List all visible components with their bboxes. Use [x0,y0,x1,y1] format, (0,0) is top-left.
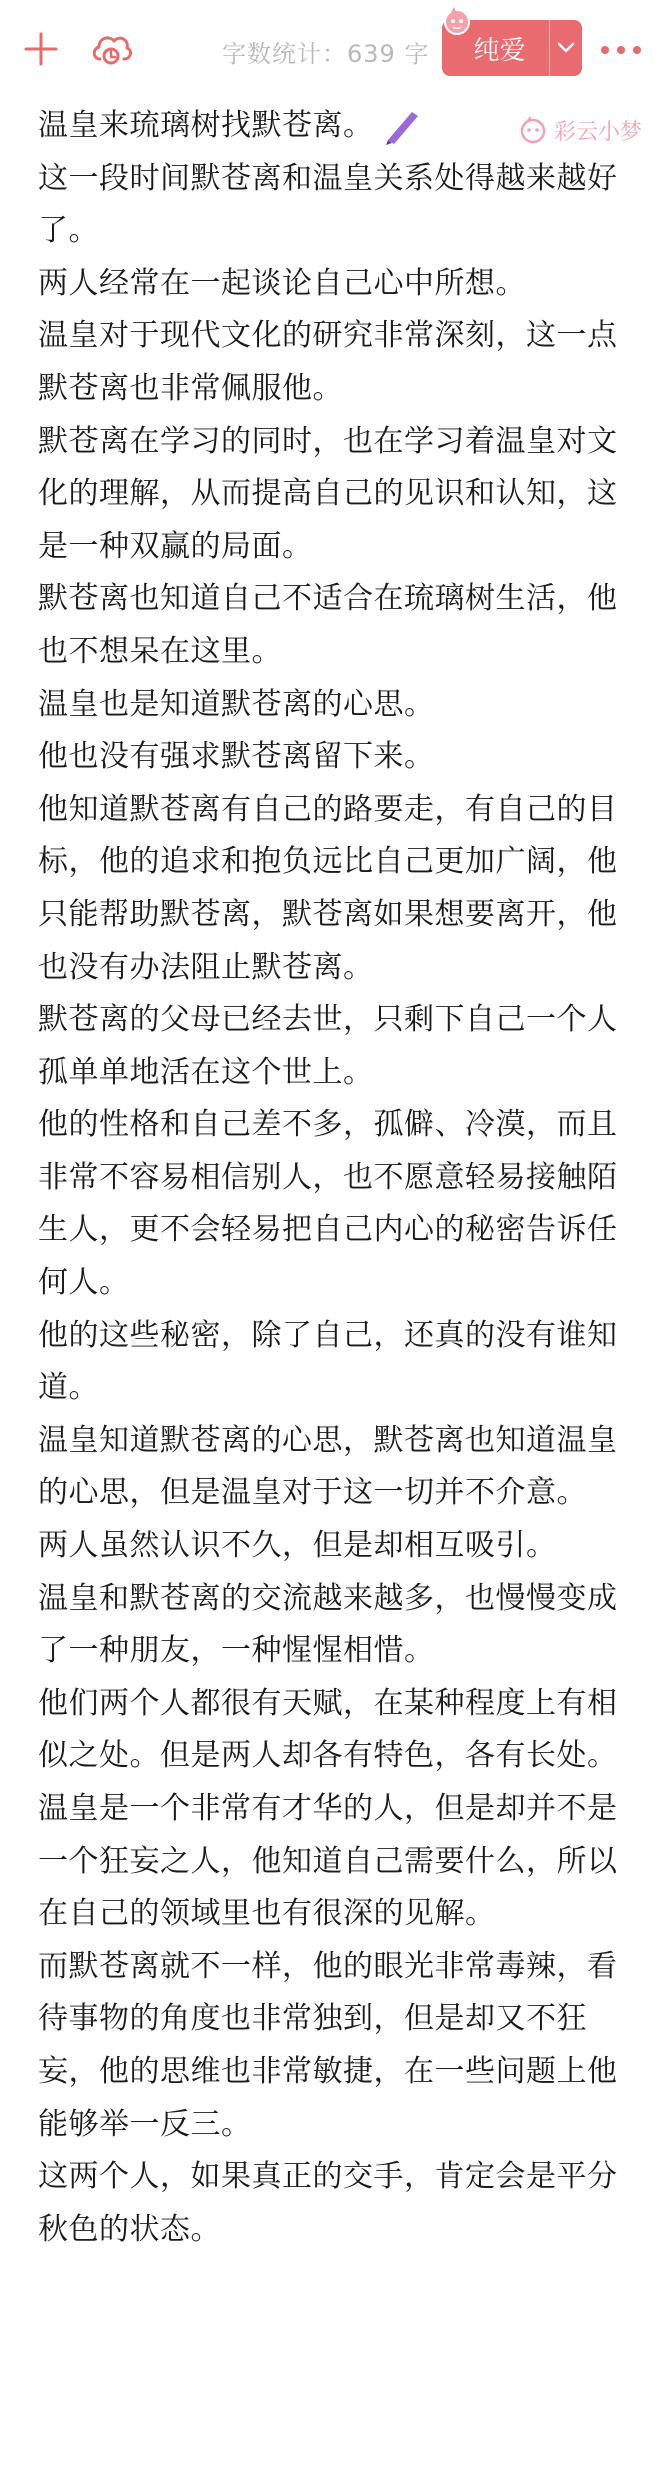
font-name: 纯爱 [473,35,526,66]
paragraph: 这两个人，如果真正的交手，肯定会是平分秋色的状态。 [38,2159,618,2247]
paragraph: 温皇来琉璃树找默苍离。 [38,108,374,143]
paragraph: 温皇也是知道默苍离的心思。 [38,686,435,722]
paragraph: 他的这些秘密，除了自己，还真的没有谁知道。 [38,1317,618,1406]
mascot-icon [442,6,472,36]
paragraph: 温皇对于现代文化的研究非常深刻，这一点默苍离也非常佩服他。 [38,318,618,406]
first-paragraph-wrapper [38,100,622,153]
font-selector[interactable] [442,20,582,76]
paragraph: 默苍离也知道自己不适合在琉璃树生活，他也不想呆在这里。 [38,581,618,669]
pen-icon[interactable] [382,106,422,146]
paragraph: 而默苍离就不一样，他的眼光非常毒辣，看待事物的角度也非常独到，但是却又不狂妄，他的思维也非常敏捷，在一些问题上他能够举一反三。 [38,1948,618,2142]
paragraph: 温皇是一个非常有才华的人，但是却并不是一个狂妄之人，他知道自己需要什么，所以在自己的领域里也有很深的见解。 [38,1791,618,1932]
paragraph: 两人经常在一起谈论自己心中所想。 [38,265,526,301]
cloud-sync-icon[interactable] [86,24,136,74]
paragraph: 默苍离在学习的同时，也在学习着温皇对文化的理解，从而提高自己的见识和认知，这是一种双赢的局面。 [38,423,618,564]
paragraph: 他知道默苍离有自己的路要走，有自己的目标，他的追求和抱负远比自己更加广阔，他只能帮助默苍离，默苍离如果想要离开，他也没有办法阻止默苍离。 [38,791,618,985]
brand-name: 彩云小梦 [554,119,643,145]
paragraph: 温皇知道默苍离的心思，默苍离也知道温皇的心思，但是温皇对于这一切并不介意。 [38,1422,618,1511]
paragraph: 温皇和默苍离的交流越来越多，也慢慢变成了一种朋友，一种惺惺相惜。 [38,1580,618,1669]
paragraph: 默苍离的父母已经去世，只剩下自己一个人孤单单地活在这个世上。 [38,1002,618,1090]
word-count: 字数统计：639 字 [222,40,430,68]
chevron-down-icon[interactable] [550,20,582,76]
top-toolbar [0,0,660,100]
document-body[interactable] [38,100,622,2256]
paragraph: 两人虽然认识不久，但是却相互吸引。 [38,1528,557,1564]
paragraph: 他们两个人都很有天赋，在某种程度上有相似之处。但是两人却各有特色，各有长处。 [38,1685,618,1774]
more-dots-icon[interactable] [596,30,646,70]
paragraph: 他的性格和自己差不多，孤僻、冷漠，而且非常不容易相信别人，也不愿意轻易接触陌生人，更不会轻易把自己内心的秘密告诉任何人。 [38,1107,618,1301]
paragraph: 这一段时间默苍离和温皇关系处得越来越好了。 [38,160,618,249]
plus-icon[interactable] [18,26,64,72]
paragraph: 他也没有强求默苍离留下来。 [38,739,435,775]
